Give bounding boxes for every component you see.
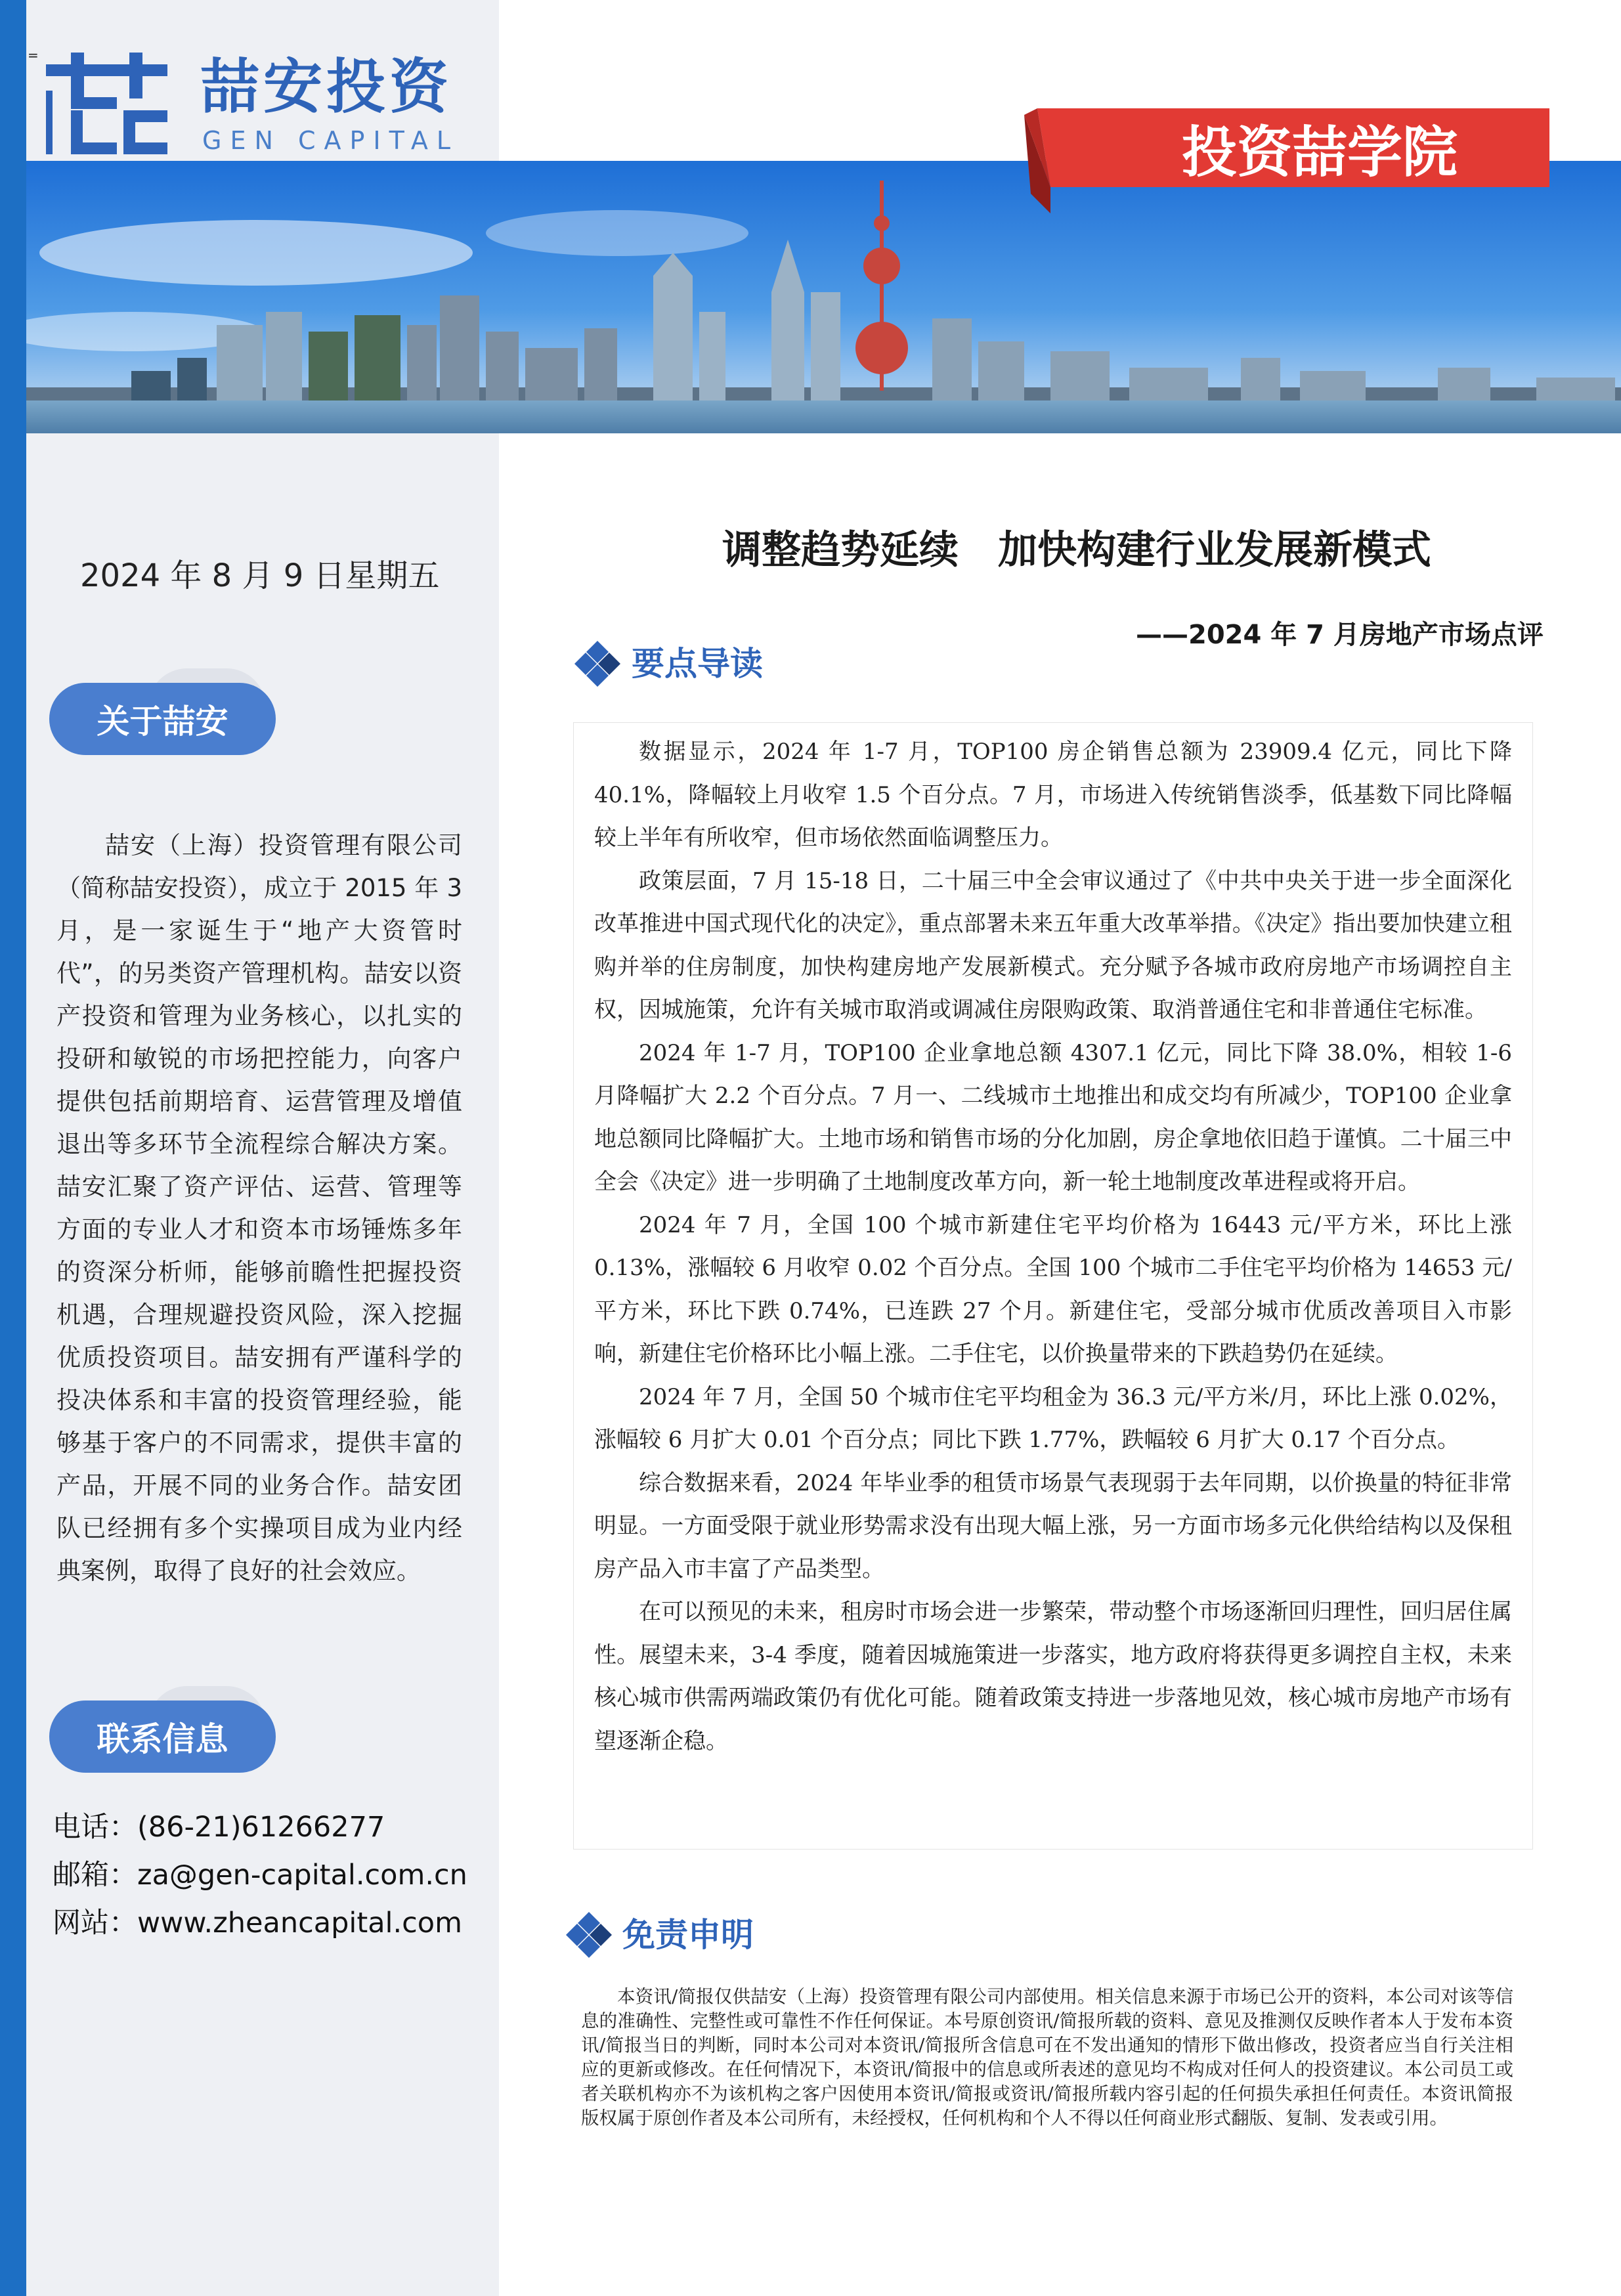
about-text: 喆安（上海）投资管理有限公司（简称喆安投资），成立于 2015 年 3 月，是一家诞生于“地产大资管时代”，的另类资产管理机构。喆安以资产投资和管理为业务核心，以扎实的投研和敏锐的市场把控能力，向客户提供包括前期培育、运营管理及增值退出等多环节全流程综合解决方案。喆安汇聚了资产评估、运营、管理等方面的专业人才和资本市场锤炼多年的资深分析师，能够前瞻性把握投资机遇，合理规避投资风险，深入挖掘优质投资项目。喆安拥有严谨科学的投决体系和丰富的投资管理经验，能够基于客户的不同需求，提供丰富的产品，开展不同的业务合作。喆安团队已经拥有多个实操项目成为业内经典案例，取得了良好的社会效应。 <box>56 831 462 1585</box>
contact-section-title: 联系信息 <box>49 1700 276 1773</box>
contact-website: 网站：www.zheancapital.com <box>53 1907 463 1939</box>
summary-paragraph: 2024 年 1-7 月，TOP100 企业拿地总额 4307.1 亿元，同比下降 38.0%，相较 1-6 月降幅扩大 2.2 个百分点。7 月一、二线城市土地推出和成交均有所减少，TOP100 企业拿地总额同比降幅扩大。土地市场和销售市场的分化加剧，房企拿地依旧趋于谨慎。二十届三中全会《决定》进一步明确了土地制度改革方向，新一轮土地制度改革进程或将开启。 <box>594 1039 1512 1195</box>
ribbon-title: 投资喆学院 <box>1181 120 1458 184</box>
summary-paragraph: 在可以预见的未来，租房时市场会进一步繁荣，带动整个市场逐渐回归理性，回归居住属性。展望未来，3-4 季度，随着因城施策进一步落实，地方政府将获得更多调控自主权，未来核心城市供需两端政策仍有优化可能。随着政策支持进一步落地见效，核心城市房地产市场有望逐渐企稳。 <box>594 1599 1512 1754</box>
diamond-cluster-icon <box>566 1912 612 1958</box>
contact-phone: 电话：(86-21)61266277 <box>53 1811 385 1844</box>
about-section-title: 关于喆安 <box>49 683 276 755</box>
disclaimer-heading: 免责申明 <box>622 1916 754 1954</box>
summary-paragraph: 政策层面，7 月 15-18 日，二十届三中全会审议通过了《中共中央关于进一步全面深化改革推进中国式现代化的决定》，重点部署未来五年重大改革举措。《决定》指出要加快建立租购并举的住房制度，加快构建房地产发展新模式。充分赋予各城市政府房地产市场调控自主权，因城施策，允许有关城市取消或调减住房限购政策、取消普通住宅和非普通住宅标准。 <box>594 867 1512 1023</box>
summary-body <box>594 731 1512 1763</box>
report-subtitle: ——2024 年 7 月房地产市场点评 <box>1136 620 1544 650</box>
contact-email: 邮箱：za@gen-capital.com.cn <box>53 1859 467 1892</box>
summary-paragraph: 2024 年 7 月，全国 100 个城市新建住宅平均价格为 16443 元/平方米，环比上涨 0.13%，涨幅较 6 月收窄 0.02 个百分点。全国 100 个城市二手住宅平均价格为 14653 元/平方米，环比下跌 0.74%，已连跌 27 个月。新建住宅，受部分城市优质改善项目入市影响，新建住宅价格环比小幅上涨。二手住宅，以价换量带来的下跌趋势仍在延续。 <box>594 1211 1512 1367</box>
page-marker: = <box>28 47 39 63</box>
about-paragraph <box>56 824 462 1592</box>
summary-heading: 要点导读 <box>632 645 763 683</box>
logo-mark <box>46 53 167 154</box>
summary-paragraph: 数据显示，2024 年 1-7 月，TOP100 房企销售总额为 23909.4 亿元，同比下降 40.1%，降幅较上月收窄 1.5 个百分点。7 月，市场进入传统销售淡季，低基数下同比降幅较上半年有所收窄，但市场依然面临调整压力。 <box>594 739 1512 851</box>
logo-chinese-name: 喆安投资 <box>200 53 452 121</box>
summary-paragraph: 综合数据来看，2024 年毕业季的租赁市场景气表现弱于去年同期，以价换量的特征非常明显。一方面受限于就业形势需求没有出现大幅上涨，另一方面市场多元化供给结构以及保租房产品入市丰富了产品类型。 <box>594 1469 1512 1582</box>
report-date: 2024 年 8 月 9 日星期五 <box>80 557 440 594</box>
left-accent-stripe <box>0 0 26 2296</box>
diamond-cluster-icon <box>574 641 620 687</box>
report-title: 调整趋势延续 加快构建行业发展新模式 <box>722 527 1431 573</box>
disclaimer-text: 本资讯/简报仅供喆安（上海）投资管理有限公司内部使用。相关信息来源于市场已公开的资料，本公司对该等信息的准确性、完整性或可靠性不作任何保证。本号原创资讯/简报所载的资料、意见及推测仅反映作者本人于发布本资讯/简报当日的判断，同时本公司对本资讯/简报所含信息可在不发出通知的情形下做出修改，投资者应当自行关注相应的更新或修改。在任何情况下，本资讯/简报中的信息或所表述的意见均不构成对任何人的投资建议。本公司员工或者关联机构亦不为该机构之客户因使用本资讯/简报或资讯/简报所载内容引起的任何损失承担任何责任。本资讯简报版权属于原创作者及本公司所有，未经授权，任何机构和个人不得以任何商业形式翻版、复制、发表或引用。 <box>581 1986 1513 2129</box>
summary-paragraph: 2024 年 7 月，全国 50 个城市住宅平均租金为 36.3 元/平方米/月，环比上涨 0.02%，涨幅较 6 月扩大 0.01 个百分点；同比下跌 1.77%，跌幅较 6 月扩大 0.17 个百分点。 <box>594 1383 1512 1453</box>
logo-english-name: GEN CAPITAL <box>202 126 460 155</box>
